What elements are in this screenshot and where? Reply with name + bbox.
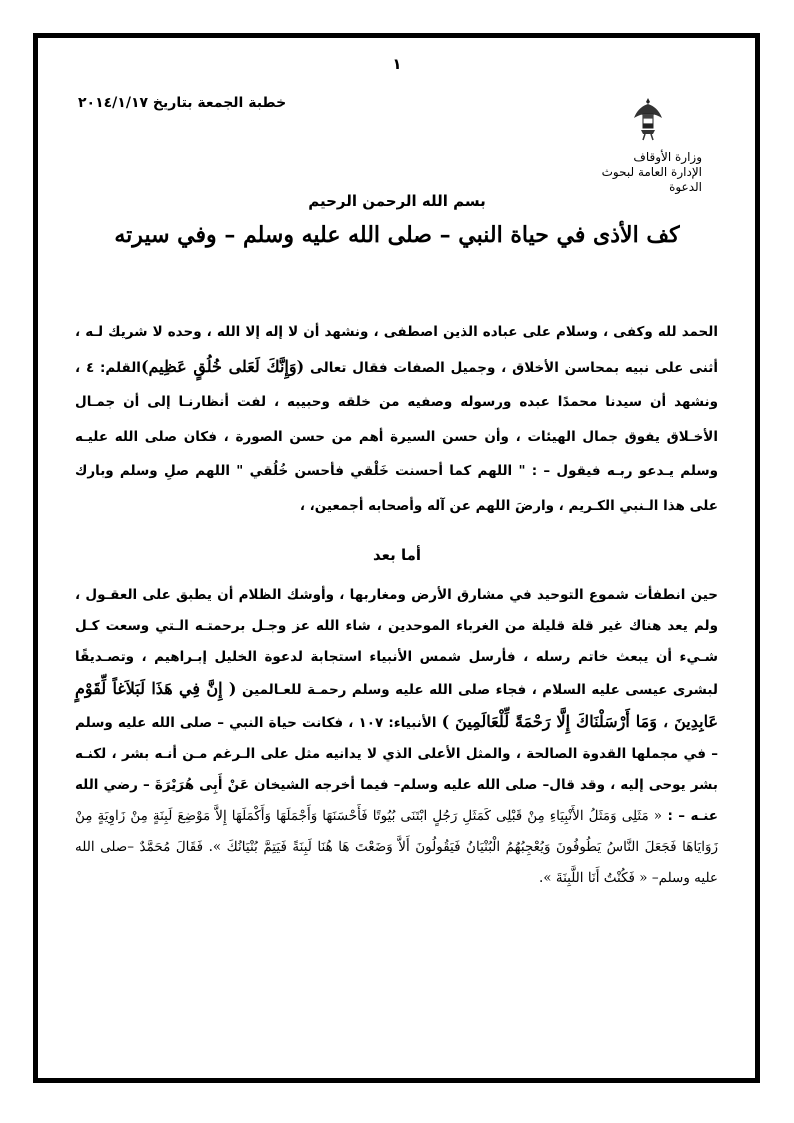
section-heading: أما بعد (372, 546, 422, 564)
sermon-date: خطبة الجمعة بتاريخ ٢٠١٤/١/١٧ (78, 95, 287, 111)
intro-text-1: الحمد لله وكفى ، وسلام على عباده الذين اصطفى ، ونشهد أن لا إله إلا الله ، وحده لا شريك لـه ، أثنى على نبيه بمحاسن الأخلاق ، وجميل الصفات فقال تعالى (75, 324, 718, 376)
main-text-1: حين انطفأت شموع التوحيد في مشارق الأرض ومغاربها ، وأوشك الظلام أن يطبق على العقـول ، ولم يعد هناك غير قلة قليلة من الغرباء الموحدين ، شاء الله عز وجـل برحمتـه الـتي وسعت كـل شـيء أن يبعث خاتم رسله ، فأرسل شمس الأنبياء استجابة لدعوة الخليل إبـراهيم ، وتصـديقًا لبشرى عيسى عليه السلام ، فجاء صلى الله عليه وسلم رحمـة للعـالمين (75, 587, 718, 698)
ministry-name: وزارة الأوقاف (633, 150, 702, 164)
egypt-eagle-emblem-icon (633, 96, 663, 142)
intro-paragraph (75, 315, 718, 523)
department-name: الإدارة العامة لبحوث الدعوة (601, 165, 702, 194)
main-text-2: الأنبياء: ١٠٧ ، فكانت حياة النبي – صلى الله عليه وسلم – في مجملها القدوة الصالحة ، والمثل الأعلى الذي لا يدانيه مثل على الـرغم مـن أنـه بشر ، لكنـه بشر يوحى إليه ، وقد قال– صلى الله عليه وسلم– فيما أخرجه الشيخان عَنْ أَبِى هُرَيْرَةَ – رضي الله عنـه – : (75, 715, 718, 824)
sermon-title: كف الأذى في حياة النبي – صلى الله عليه وسلم – وفي سيرته (114, 222, 680, 248)
hadith-text: « مَثَلِى وَمَثَلُ الأَنْبِيَاءِ مِنْ قَبْلِى كَمَثَلِ رَجُلٍ ابْتَنَى بُيُوتًا فَأَحْسَنَهَا وَأَجْمَلَهَا وَأَكْمَلَهَا إِلاَّ مَوْضِعَ لَبِنَةٍ مِنْ زَاوِيَةٍ مِنْ زَوَايَاهَا فَجَعَلَ النَّاسُ يَطُوفُونَ وَيُعْجِبُهُمُ الْبُنْيَانُ فَيَقُولُونَ أَلاَّ وَضَعْتَ هَا هُنَا لَبِنَةً فَيَتِمَّ بُنْيَانُكَ ». فَقَالَ مُحَمَّدٌ –صلى الله عليه وسلم– « فَكُنْتُ أَنَا اللَّبِنَةَ ». (75, 808, 718, 886)
page-number: ١ (392, 55, 402, 73)
quran-verse-anbiya: ( إِنَّ فِي هَذَا لَبَلاَغاً لِّقَوْمٍ عَابِدِينَ ، وَمَا أَرْسَلْنَاكَ إِلَّا رَحْمَةً لِّلْعَالَمِينَ ) (75, 679, 718, 731)
main-paragraph (75, 580, 718, 894)
ministry-header (578, 150, 702, 195)
intro-text-2: القلم: ٤ ، ونشهد أن سيدنا محمدًا عبده ورسوله وصفيه من خلقه وحبيبه ، لفت أنظارنـا إلى أن جمـال الأخـلاق يفوق جمال الهيئات ، وأن حسن السيرة أهم من حسن الصورة ، فكان صلى الله عليـه وسلم يـدعو ربـه فيقول – : " اللهم كما أحسنت خَلْقي فأحسن خُلُقي " اللهم صلِ وسلم وبارك على هذا الـنبي الكـريم ، وارضَ اللهم عن آله وأصحابه أجمعين، ، (75, 359, 718, 514)
basmala: بسم الله الرحمن الرحيم (308, 192, 486, 210)
quran-verse-qalam: (وَإِنَّكَ لَعَلى خُلُقٍ عَظِيم) (140, 356, 305, 376)
